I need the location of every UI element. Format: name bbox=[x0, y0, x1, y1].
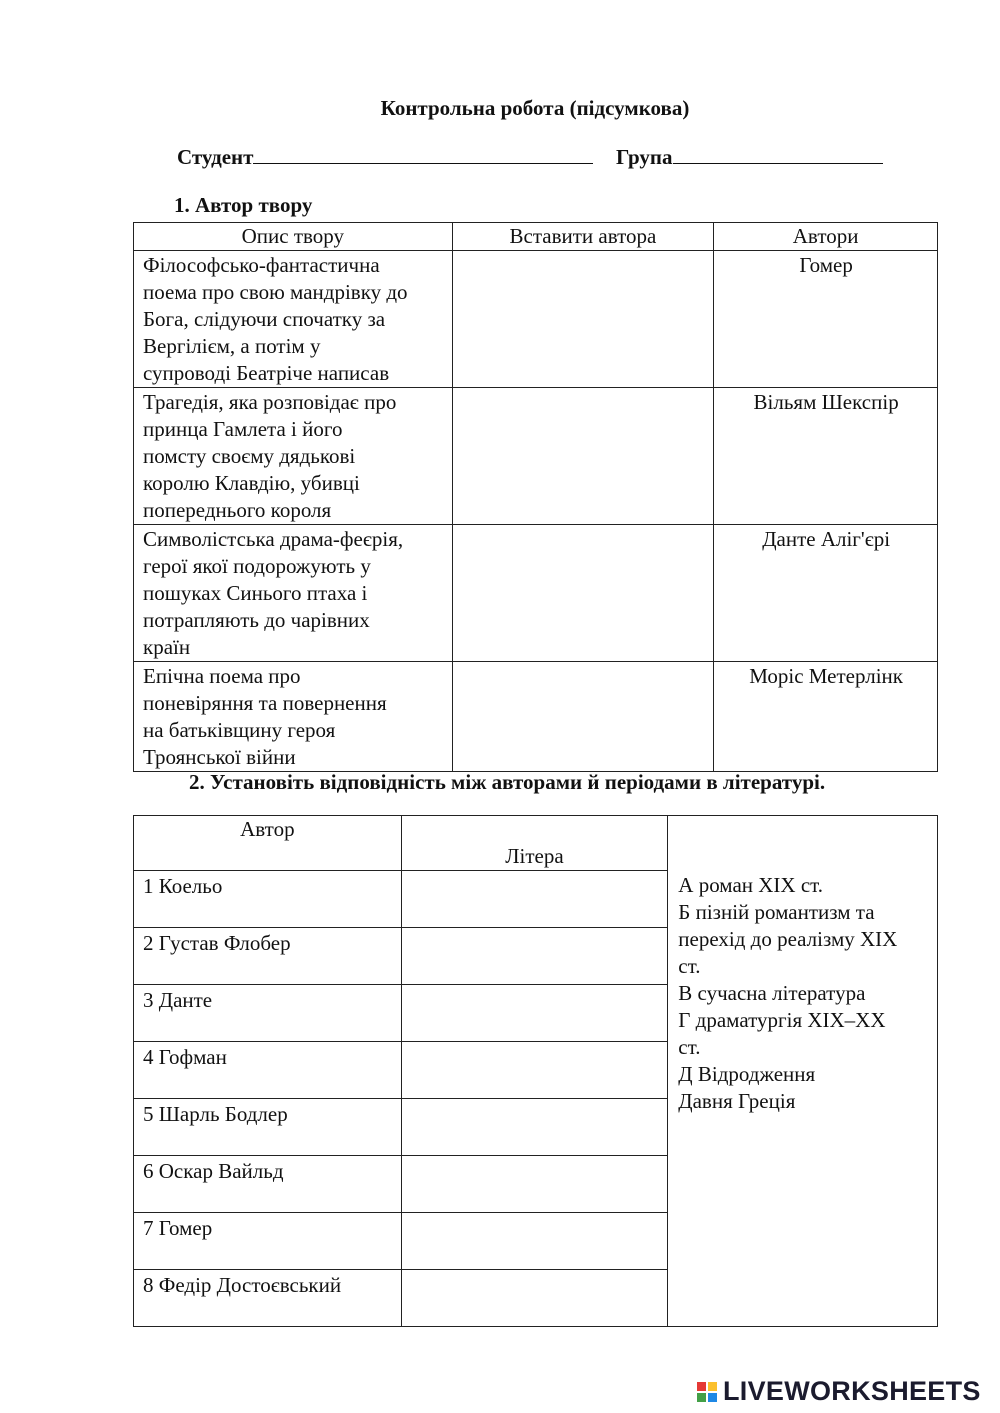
periods-list bbox=[668, 816, 938, 1327]
student-blank[interactable] bbox=[253, 145, 593, 164]
section1-heading: 1. Автор твору bbox=[174, 193, 313, 217]
table-row bbox=[134, 525, 938, 662]
author-name: 2 Густав Флобер bbox=[134, 928, 402, 985]
letter-answer-cell[interactable] bbox=[401, 1042, 668, 1099]
column-header-letter: Літера bbox=[401, 816, 668, 871]
author-name: 1 Коельо bbox=[134, 871, 402, 928]
liveworksheets-logo-icon bbox=[697, 1382, 717, 1402]
period-item: В сучасна література bbox=[678, 981, 866, 1005]
description-line: Філософсько-фантастична bbox=[143, 253, 380, 277]
student-group-line bbox=[177, 145, 883, 170]
logo-square bbox=[697, 1382, 706, 1391]
description-line: герої якої подорожують у bbox=[143, 554, 371, 578]
description-line: Бога, слідуючи спочатку за bbox=[143, 307, 386, 331]
author-option: Данте Аліг'єрі bbox=[714, 525, 938, 662]
letter-answer-cell[interactable] bbox=[401, 1099, 668, 1156]
description-line: принца Гамлета і його bbox=[143, 417, 343, 441]
insert-author-cell[interactable] bbox=[452, 662, 714, 772]
table-header-row bbox=[134, 223, 938, 251]
description-line: Троянської війни bbox=[143, 745, 296, 769]
description-line: Епічна поема про bbox=[143, 664, 301, 688]
description-line: Вергілієм, а потім у bbox=[143, 334, 321, 358]
period-item: Г драматургія XIX–XX bbox=[678, 1008, 886, 1032]
insert-author-cell[interactable] bbox=[452, 251, 714, 388]
letter-answer-cell[interactable] bbox=[401, 1213, 668, 1270]
description-line: на батьківщину героя bbox=[143, 718, 336, 742]
description-line: поневіряння та повернення bbox=[143, 691, 387, 715]
period-item: перехід до реалізму XIX bbox=[678, 927, 898, 951]
group-blank[interactable] bbox=[673, 145, 883, 164]
column-header-description: Опис твору bbox=[134, 223, 453, 251]
author-option: Моріс Метерлінк bbox=[714, 662, 938, 772]
table-row bbox=[134, 388, 938, 525]
work-description bbox=[134, 662, 453, 772]
logo-square bbox=[708, 1382, 717, 1391]
logo-square bbox=[697, 1393, 706, 1402]
description-line: супроводі Беатріче написав bbox=[143, 361, 390, 385]
letter-answer-cell[interactable] bbox=[401, 928, 668, 985]
page-title: Контрольна робота (підсумкова) bbox=[380, 96, 690, 120]
table-row bbox=[134, 662, 938, 772]
period-item: ст. bbox=[678, 954, 701, 978]
liveworksheets-wordmark: LIVEWORKSHEETS bbox=[723, 1376, 981, 1406]
author-name: 8 Федір Достоєвський bbox=[134, 1270, 402, 1327]
table-row bbox=[134, 251, 938, 388]
insert-author-cell[interactable] bbox=[452, 388, 714, 525]
description-line: королю Клавдію, убивці bbox=[143, 471, 360, 495]
letter-answer-cell[interactable] bbox=[401, 985, 668, 1042]
insert-author-cell[interactable] bbox=[452, 525, 714, 662]
description-line: попереднього короля bbox=[143, 498, 332, 522]
period-item: А роман XIX ст. bbox=[678, 873, 823, 897]
author-name: 3 Данте bbox=[134, 985, 402, 1042]
letter-answer-cell[interactable] bbox=[401, 1270, 668, 1327]
work-description bbox=[134, 251, 453, 388]
section2-heading: 2. Установіть відповідність між авторами й періодами в літературі. bbox=[189, 770, 826, 794]
column-header-insert-author: Вставити автора bbox=[452, 223, 714, 251]
letter-answer-cell[interactable] bbox=[401, 1156, 668, 1213]
period-item: Давня Греція bbox=[678, 1089, 796, 1113]
table-header-row bbox=[134, 816, 938, 871]
author-name: 5 Шарль Бодлер bbox=[134, 1099, 402, 1156]
author-works-table bbox=[133, 222, 938, 772]
work-description bbox=[134, 388, 453, 525]
author-option: Вільям Шекспір bbox=[714, 388, 938, 525]
group-label: Група bbox=[615, 145, 673, 169]
description-line: потрапляють до чарівних bbox=[143, 608, 370, 632]
liveworksheets-brand bbox=[697, 1376, 981, 1407]
author-period-table bbox=[133, 815, 938, 1327]
description-line: країн bbox=[143, 635, 191, 659]
letter-answer-cell[interactable] bbox=[401, 871, 668, 928]
description-line: поема про свою мандрівку до bbox=[143, 280, 408, 304]
period-item: Б пізній романтизм та bbox=[678, 900, 875, 924]
column-header-authors: Автори bbox=[714, 223, 938, 251]
description-line: Символістська драма-феєрія, bbox=[143, 527, 404, 551]
period-item: Д Відродження bbox=[678, 1062, 816, 1086]
author-option: Гомер bbox=[714, 251, 938, 388]
description-line: Трагедія, яка розповідає про bbox=[143, 390, 397, 414]
author-name: 4 Гофман bbox=[134, 1042, 402, 1099]
description-line: помсту своєму дядькові bbox=[143, 444, 356, 468]
author-name: 6 Оскар Вайльд bbox=[134, 1156, 402, 1213]
author-name: 7 Гомер bbox=[134, 1213, 402, 1270]
period-item: ст. bbox=[678, 1035, 701, 1059]
student-label: Студент bbox=[177, 145, 254, 169]
description-line: пошуках Синього птаха і bbox=[143, 581, 368, 605]
logo-square bbox=[708, 1393, 717, 1402]
work-description bbox=[134, 525, 453, 662]
column-header-author: Автор bbox=[134, 816, 402, 871]
